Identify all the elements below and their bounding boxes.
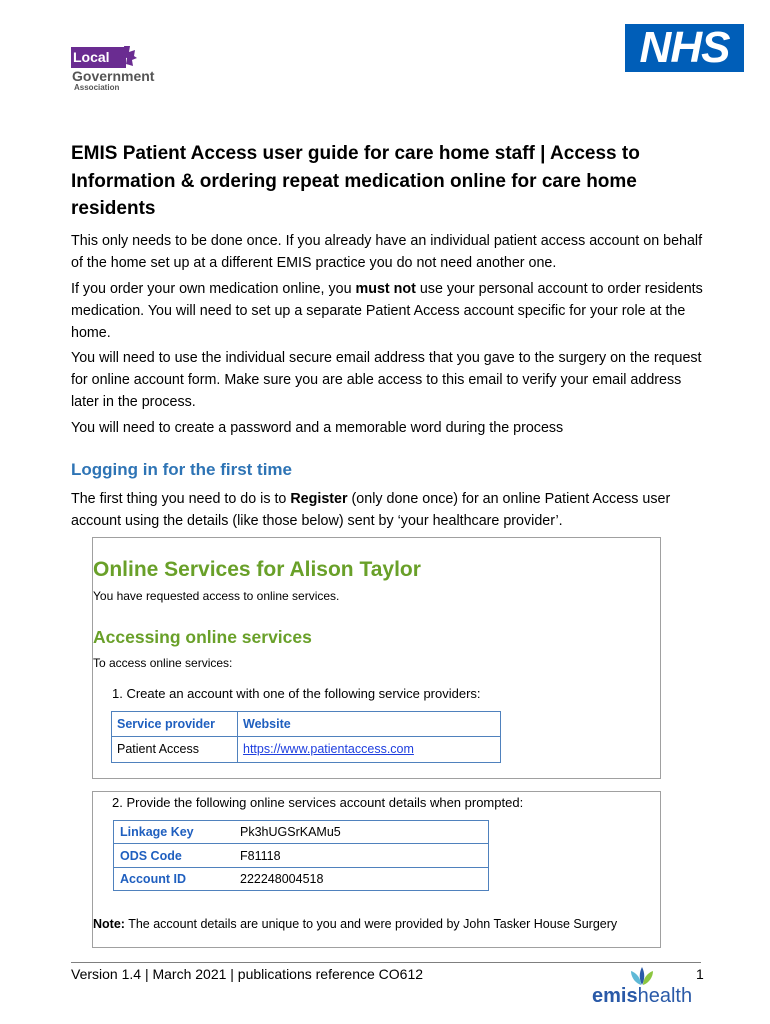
footer-version: Version 1.4 | March 2021 | publications reference CO612	[71, 966, 424, 982]
linkage-key-label: Linkage Key	[120, 825, 194, 839]
account-id-label: Account ID	[120, 872, 186, 886]
emis-logo-bold: emis	[592, 985, 638, 1007]
provider-table-header: Service provider	[117, 717, 215, 731]
provider-name-cell: Patient Access	[117, 742, 199, 756]
account-id-value: 222248004518	[240, 872, 324, 886]
note-text: The account details are unique to you and were provided by John Tasker House Surgery	[124, 917, 618, 931]
lga-leaf-icon	[120, 44, 138, 68]
ods-code-value: F81118	[240, 849, 281, 863]
paragraph-2-emphasis: must not	[355, 281, 416, 297]
note-label: Note:	[93, 917, 125, 931]
step-1-text: 1. Create an account with one of the following service providers:	[112, 686, 481, 701]
step-2-text: 2. Provide the following online services account details when prompted:	[112, 795, 524, 810]
footer-divider	[71, 962, 701, 963]
account-note	[93, 916, 653, 933]
account-table-row-divider	[113, 843, 489, 844]
paragraph-5-end: (only done once) for an online Patient Access user account using the details (like those below) sent by ‘your healthcare provider’.	[71, 491, 671, 529]
accessing-services-title: Accessing online services	[93, 627, 312, 647]
lga-logo-association: Association	[74, 83, 120, 92]
page-number: 1	[696, 966, 704, 982]
paragraph-2-start: If you order your own medication online, you	[71, 281, 356, 297]
accessing-services-subtitle: To access online services:	[93, 656, 233, 670]
section-heading: Logging in for the first time	[71, 460, 292, 479]
emis-logo-light: health	[637, 985, 693, 1007]
paragraph-1: This only needs to be done once. If you already have an individual patient access account on behalf of the home set up at a different EMIS practice you do not need another one.	[71, 233, 703, 271]
online-services-subtitle: You have requested access to online services.	[93, 589, 340, 603]
emis-health-logo	[592, 984, 692, 1008]
provider-website-link[interactable]: https://www.patientaccess.com	[243, 742, 414, 756]
paragraph-5-emphasis: Register	[290, 491, 348, 507]
paragraph-5	[71, 488, 711, 532]
paragraph-2-end: use your personal account to order residents medication. You will need to set up a separate Patient Access account specific for your role at the home.	[71, 281, 703, 341]
paragraph-2	[71, 278, 711, 344]
lga-logo-government: Government	[72, 68, 155, 84]
provider-table-row-divider	[111, 736, 501, 737]
account-table-row-divider	[113, 867, 489, 868]
linkage-key-value: Pk3hUGSrKAMu5	[240, 825, 341, 839]
paragraph-3: You will need to use the individual secure email address that you gave to the surgery on the request for online account form. Make sure you are able access to this email to verify your email address later in the process.	[71, 350, 702, 410]
online-services-title: Online Services for Alison Taylor	[93, 558, 421, 581]
lga-logo-local: Local	[73, 49, 110, 65]
website-table-header: Website	[243, 717, 291, 731]
provider-table-col-divider	[237, 711, 238, 763]
ods-code-label: ODS Code	[120, 849, 182, 863]
document-title: EMIS Patient Access user guide for care home staff | Access to Information & ordering repeat medication online for care home residents	[71, 143, 640, 219]
paragraph-4: You will need to create a password and a memorable word during the process	[71, 420, 564, 436]
paragraph-5-start: The first thing you need to do is to	[71, 491, 291, 507]
nhs-logo: NHS	[625, 24, 744, 72]
